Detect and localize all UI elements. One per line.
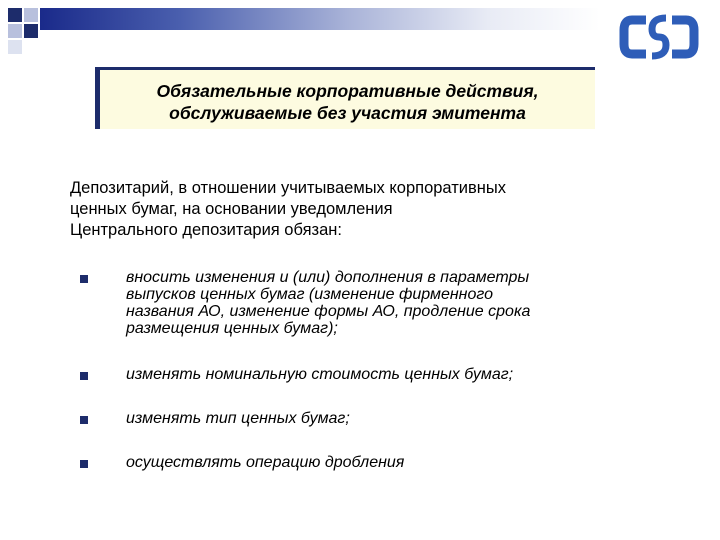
corner-square-light bbox=[8, 24, 22, 38]
slide-title-box bbox=[95, 67, 595, 129]
corner-square-dark bbox=[8, 8, 22, 22]
corner-square-light bbox=[8, 40, 22, 54]
list-item-line: выпусков ценных бумаг (изменение фирменного bbox=[126, 286, 493, 303]
corner-square-dark bbox=[24, 24, 38, 38]
list-item-line: вносить изменения и (или) дополнения в параметры bbox=[126, 269, 530, 286]
header-gradient-bar bbox=[40, 8, 600, 30]
list-item-text bbox=[126, 269, 636, 337]
intro-line: Депозитарий, в отношении учитываемых корпоративных bbox=[70, 179, 507, 197]
list-item-text: изменять номинальную стоимость ценных бумаг; bbox=[126, 366, 514, 383]
intro-paragraph bbox=[70, 178, 630, 241]
square-bullet-icon bbox=[80, 372, 88, 380]
title-line: Обязательные корпоративные действия, bbox=[156, 81, 539, 101]
list-item-line: размещения ценных бумаг); bbox=[126, 320, 338, 337]
intro-line: ценных бумаг, на основании уведомления bbox=[70, 200, 393, 218]
corner-square-light bbox=[24, 8, 38, 22]
list-item-text: осуществлять операцию дробления bbox=[126, 454, 405, 471]
list-item-line: названия АО, изменение формы АО, продление срока bbox=[126, 303, 531, 320]
title-line: обслуживаемые без участия эмитента bbox=[169, 103, 526, 123]
slide-title bbox=[100, 80, 595, 124]
square-bullet-icon bbox=[80, 416, 88, 424]
square-bullet-icon bbox=[80, 460, 88, 468]
square-bullet-icon bbox=[80, 275, 88, 283]
csd-logo-icon bbox=[618, 12, 700, 62]
list-item-text: изменять тип ценных бумаг; bbox=[126, 410, 350, 427]
intro-line: Центрального депозитария обязан: bbox=[70, 221, 342, 239]
